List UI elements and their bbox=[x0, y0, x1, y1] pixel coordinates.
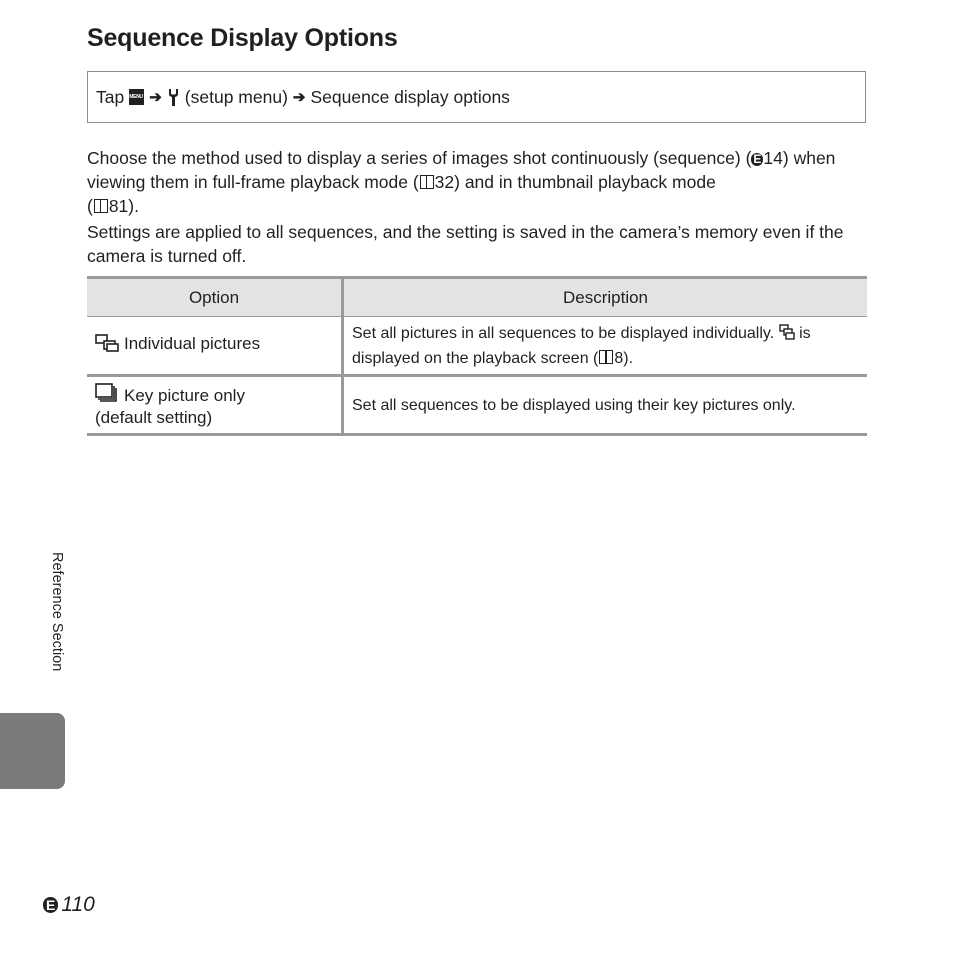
key-picture-icon bbox=[95, 383, 119, 408]
description-cell bbox=[343, 317, 868, 376]
tap-label: Tap bbox=[96, 86, 125, 107]
reference-section-icon: E bbox=[43, 897, 58, 913]
option-cell bbox=[87, 317, 343, 376]
table-row bbox=[87, 317, 867, 376]
page-number-value: 110 bbox=[61, 893, 95, 916]
option-note: (default setting) bbox=[95, 407, 213, 427]
description-text: Set all pictures in all sequences to be displayed individually. bbox=[352, 324, 779, 342]
option-label: Individual pictures bbox=[124, 334, 261, 353]
description-text: is displayed on the playback screen ( bbox=[352, 324, 811, 367]
setup-menu-label: (setup menu) bbox=[184, 86, 288, 107]
option-label: Key picture only bbox=[124, 385, 245, 405]
individual-pictures-icon bbox=[95, 334, 119, 357]
page-title: Sequence Display Options bbox=[87, 24, 398, 52]
intro-text: ( bbox=[87, 196, 93, 216]
header-description: Description bbox=[343, 278, 868, 317]
reference-section-icon: E bbox=[753, 152, 762, 166]
intro-paragraph bbox=[87, 146, 869, 218]
intro-text: when viewing them in full-frame playback mode ( bbox=[87, 148, 836, 192]
settings-note-paragraph: Settings are applied to all sequences, and the setting is saved in the camera’s memory even if the camera is turned off. bbox=[87, 222, 844, 266]
section-tab bbox=[0, 713, 65, 789]
menu-path-box bbox=[87, 71, 866, 123]
book-icon bbox=[420, 175, 434, 189]
page-ref: 14) bbox=[763, 148, 789, 168]
page-ref: 32) and in thumbnail playback mode bbox=[434, 172, 716, 192]
menu-icon: MENU bbox=[129, 89, 144, 105]
arrow-right-icon: ➔ bbox=[292, 89, 306, 106]
destination-label: Sequence display options bbox=[310, 86, 510, 107]
page-ref: 81). bbox=[108, 196, 139, 216]
header-option: Option bbox=[87, 278, 343, 317]
page-ref: 8). bbox=[614, 349, 634, 367]
page-number bbox=[43, 893, 95, 917]
arrow-right-icon: ➔ bbox=[149, 89, 162, 106]
book-icon bbox=[599, 350, 613, 364]
table-row bbox=[87, 376, 867, 435]
side-section-label: Reference Section bbox=[49, 552, 65, 672]
book-icon bbox=[94, 199, 108, 213]
description-cell: Set all sequences to be displayed using their key pictures only. bbox=[343, 376, 868, 435]
intro-text: Choose the method used to display a series of images shot continuously (sequence) ( bbox=[87, 148, 752, 168]
wrench-icon bbox=[167, 89, 180, 106]
option-cell bbox=[87, 376, 343, 435]
options-table bbox=[87, 276, 867, 436]
individual-pictures-icon bbox=[779, 324, 795, 347]
